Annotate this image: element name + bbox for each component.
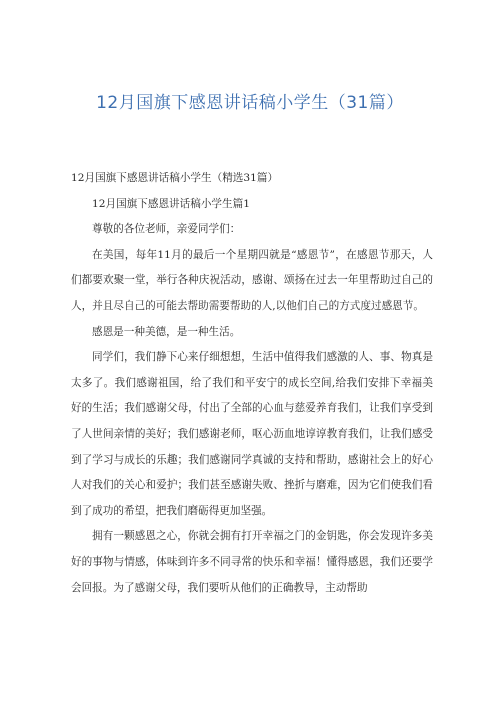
body-paragraph: 同学们，我们静下心来仔细想想，生活中值得我们感激的人、事、物真是太多了。我们感谢祖国，给了我们和平安宁的成长空间,给我们安排下幸福美好的生活；我们感谢父母，付出了全部的心血与慈爱养育我们，让我们享受到了人世间亲情的美好；我们感谢老师，呕心沥血地谆谆教育我们，让我们感受到了学习与成长的乐趣；我们感谢同学真诚的支持和帮助，感谢社会上的好心人对我们的关心和爱护；我们甚至感谢失败、挫折与磨难，因为它们使我们看到了成功的希望，把我们磨砺得更加坚强。	[71, 351, 433, 517]
document-body	[71, 166, 433, 601]
body-paragraph: 拥有一颗感恩之心，你就会拥有打开幸福之门的金钥匙，你会发现许多美好的事物与情感，体味到许多不同寻常的快乐和幸福！懂得感恩，我们还要学会回报。为了感谢父母，我们要听从他们的正确教导，主动帮助	[71, 530, 433, 594]
salutation-paragraph: 尊敬的各位老师，亲爱同学们：	[92, 223, 241, 236]
body-paragraph: 在美国，每年11月的最后一个星期四就是“感恩节”，在感恩节那天，人们都要欢聚一堂，举行各种庆祝活动，感谢、颂扬在过去一年里帮助过自己的人，并且尽自己的可能去帮助需要帮助的人,以他们自己的方式度过感恩节。	[71, 248, 433, 312]
body-paragraph: 感恩是一种美德，是一种生活。	[92, 325, 241, 338]
section-heading: 12月国旗下感恩讲话稿小学生篇1	[92, 197, 250, 210]
subtitle-paragraph: 12月国旗下感恩讲话稿小学生（精选31篇）	[71, 172, 279, 184]
document-title: 12月国旗下感恩讲话稿小学生（31篇）	[96, 93, 404, 113]
